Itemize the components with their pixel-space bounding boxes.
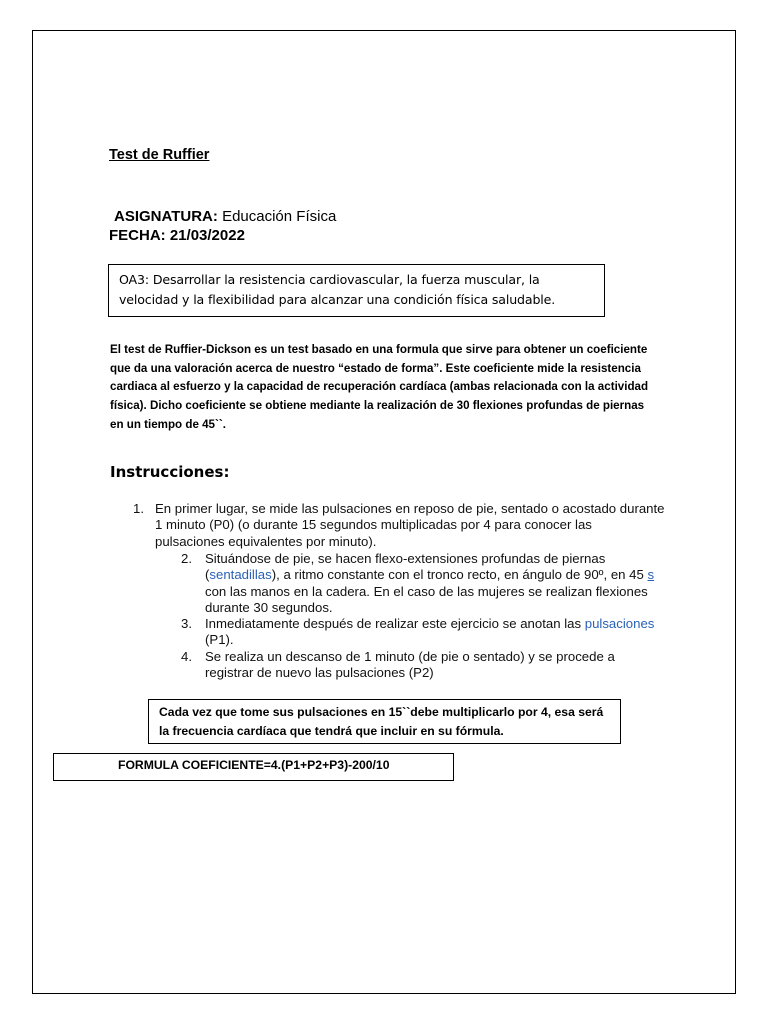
instruction-item-2 — [181, 551, 655, 616]
document-title: Test de Ruffier — [109, 147, 210, 163]
formula-box: FORMULA COEFICIENTE=4.(P1+P2+P3)-200/10 — [53, 753, 454, 781]
date-value: 21/03/2022 — [169, 227, 245, 244]
item-text: ), a ritmo constante con el tronco recto, en ángulo de 90º, en 45 — [271, 567, 648, 583]
item-text: Inmediatamente después de realizar este ejercicio se anotan las — [205, 616, 585, 631]
subject-value: Educación Física — [222, 208, 337, 225]
item-number: 4. — [181, 649, 192, 664]
note-box: Cada vez que tome sus pulsaciones en 15``debe multiplicarlo por 4, esa será la frecuencia cardíaca que tendrá que incluir en su fórmula. — [148, 699, 621, 744]
item-number: 3. — [181, 616, 192, 631]
item-number: 2. — [181, 551, 192, 566]
sentadillas-link[interactable]: sentadillas — [209, 567, 272, 583]
item-text: Situándose de pie, se hacen flexo-extensiones profundas de piernas ( — [205, 551, 606, 583]
instruction-item-1 — [133, 501, 665, 550]
pulsaciones-link[interactable]: pulsaciones — [584, 616, 655, 631]
instruction-item-3 — [181, 616, 655, 649]
date-line — [109, 227, 245, 244]
intro-paragraph: El test de Ruffier-Dickson es un test basado en una formula que sirve para obtener un coeficiente que da una valoración acerca de nuestro “estado de forma”. Este coeficiente mide la resistencia cardiaca al esfuerzo y la capacidad de recuperación cardíaca (ambas relacionada con la actividad física). Dicho coeficiente se obtiene mediante la realización de 30 flexiones profundas de piernas en un tiempo de 45``. — [110, 343, 649, 431]
subject-label: ASIGNATURA: — [114, 208, 218, 225]
instructions-heading: Instrucciones: — [110, 463, 230, 481]
item-text: (P1). — [205, 632, 234, 648]
seconds-link[interactable]: s — [647, 567, 655, 583]
item-text: Se realiza un descanso de 1 minuto (de pie o sentado) y se procede a registrar de nuevo las pulsaciones (P2) — [205, 649, 615, 681]
item-text: con las manos en la cadera. En el caso de las mujeres se realizan flexiones durante 30 segundos. — [205, 583, 648, 615]
objective-box: OA3: Desarrollar la resistencia cardiovascular, la fuerza muscular, la velocidad y la flexibilidad para alcanzar una condición física saludable. — [108, 264, 605, 317]
date-label: FECHA: — [109, 227, 166, 244]
item-number: 1. — [133, 501, 144, 516]
item-text: En primer lugar, se mide las pulsaciones en reposo de pie, sentado o acostado durante 1 minuto (P0) (o durante 15 segundos multiplicadas por 4 para conocer las pulsaciones equivalentes por minuto). — [155, 501, 665, 549]
subject-line — [114, 208, 336, 225]
instruction-item-4 — [181, 649, 655, 682]
